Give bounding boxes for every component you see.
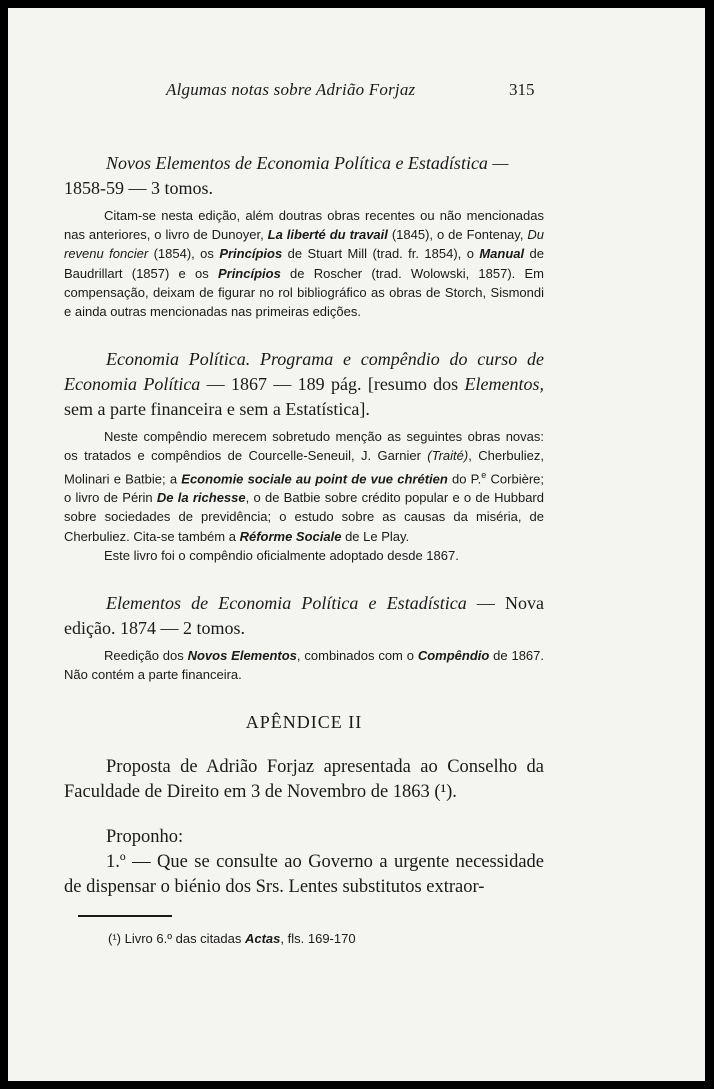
book-title: Economie sociale au point de vue chrétien: [181, 470, 448, 486]
entry3-title: Elementos de Economia Política e Estadística: [106, 592, 467, 613]
book-title: Manual: [479, 246, 525, 262]
text-run: , o de Batbie sobre crédito popular e o de Hubbard sobre sociedades de previdência; o estudo sobre as causas da miséria, de Cherbuliez. Cita-se também a: [64, 490, 544, 544]
appendix-intro: Proposta de Adrião Forjaz apresentada ao Conselho da Faculdade de Direito em 3 de Novembro de 1863 (¹).: [64, 757, 544, 803]
entry1-meta: 1858-59 — 3 tomos.: [64, 178, 214, 198]
text-run: , combinados com o: [296, 647, 418, 663]
entry2-body: [64, 427, 544, 546]
text-run: de 1867. Não contém a parte financeira.: [64, 647, 544, 683]
book-title: Princípios: [219, 246, 283, 262]
book-page: [8, 8, 705, 1081]
superscript: e: [481, 469, 487, 480]
entry2-meta: — 1867 — 189 pág. [resumo dos: [200, 374, 465, 395]
footnote: [108, 931, 356, 946]
text-run: Citam-se nesta edição, além doutras obras recentes ou não mencionadas nas anteriores, o livro de Dunoyer,: [64, 208, 544, 243]
entry1-title-line: [64, 151, 544, 201]
text-run: Reedição dos: [104, 647, 188, 663]
book-title: De la richesse: [156, 490, 246, 506]
text-run: Corbière; o livro de Périn: [64, 470, 544, 506]
main-text: [64, 151, 544, 900]
text-run: de Stuart Mill (trad. fr. 1854), o: [282, 246, 480, 262]
book-title: Princípios: [217, 265, 281, 281]
book-title: Elementos,: [464, 374, 544, 395]
entry1-body: [64, 206, 544, 321]
text-run: Neste compêndio merecem sobretudo menção as seguintes obras novas: os tratados e compêndios de Courcelle-Seneuil, J. Garnier: [64, 429, 544, 464]
text-run: , Cherbuliez, Molinari e Batbie; a: [64, 448, 544, 486]
book-title: Novos Elementos: [187, 647, 297, 663]
running-header: [8, 80, 705, 106]
entry3-title-line: [64, 591, 544, 641]
book-title: Du revenu foncier: [64, 227, 545, 262]
text-run: , fls. 169-170: [280, 931, 356, 946]
text-run: (1854), os: [148, 246, 220, 262]
proponho: Proponho:: [106, 827, 184, 848]
proposal-item-1: 1.º — Que se consulte ao Governo a urgente necessidade de dispensar o biénio dos Srs. Lentes substitutos extraor-: [64, 852, 544, 898]
text-run: de Roscher (trad. Wolowski, 1857). Em compensação, deixam de figurar no rol bibliográfico as obras de Storch, Sismondi e ainda outras mencionadas nas primeiras edições.: [64, 265, 545, 320]
entry2-meta-rest: sem a parte financeira e sem a Estatística].: [64, 399, 370, 420]
text-run: do P.: [447, 470, 482, 486]
book-title: La liberté du travail: [267, 227, 388, 243]
book-title: Réforme Sociale: [239, 528, 342, 544]
appendix-heading: APÊNDICE II: [245, 712, 363, 733]
book-title: Compêndio: [417, 647, 490, 663]
text-run: (1845), o de Fontenay,: [387, 227, 528, 243]
entry1-title: Novos Elementos de Economia Política e Estadística —: [106, 153, 509, 173]
text-run: de Baudrillart (1857) e os: [64, 246, 544, 281]
text-run: Livro 6.º das citadas: [121, 931, 245, 946]
entry2-title: Economia Política. Programa e compêndio do curso de Economia Política: [64, 349, 544, 395]
footnote-marker: (¹): [108, 931, 121, 946]
book-title: Actas: [244, 931, 281, 946]
entry3-meta: — Nova edição. 1874 — 2 tomos.: [64, 592, 544, 638]
book-title: (Traité): [427, 448, 469, 464]
footnote-rule: [78, 915, 172, 917]
entry3-body: [64, 646, 544, 684]
page-number: 315: [509, 80, 535, 99]
entry2-body2: Este livro foi o compêndio oficialmente adoptado desde 1867.: [104, 547, 459, 563]
entry2-title-line: [64, 347, 544, 422]
text-run: de Le Play.: [341, 528, 410, 544]
running-title: Algumas notas sobre Adrião Forjaz: [166, 80, 416, 99]
